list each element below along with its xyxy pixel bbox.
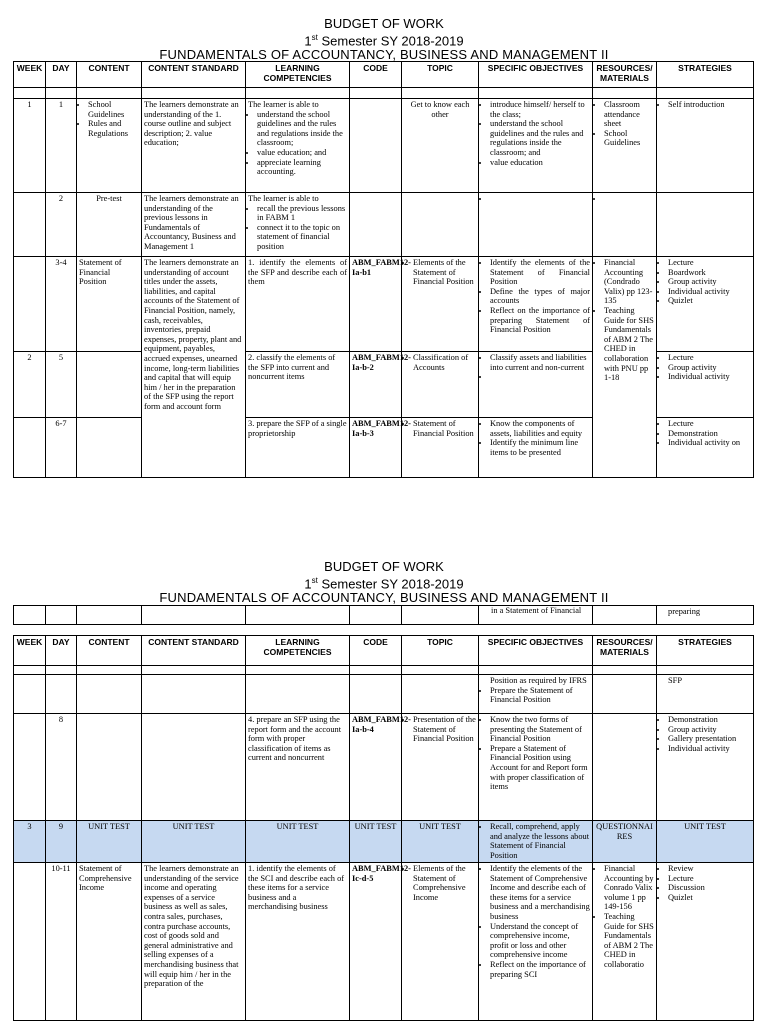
cell-content <box>77 418 142 478</box>
cell-competencies: 1. identify the elements of the SCI and describe each of these items for a service business and a merchandising business <box>246 863 350 1021</box>
carry-over-row <box>14 606 754 625</box>
cell-content: UNIT TEST <box>77 821 142 863</box>
cell-code: ABM_FABM12-Ia-b-3 <box>350 418 402 478</box>
cell-code <box>350 193 402 257</box>
cell-resources: QUESTIONNAIRES <box>593 821 657 863</box>
cell-objectives <box>479 193 593 257</box>
cell-day: 1 <box>46 99 77 193</box>
cell-week: 3 <box>14 821 46 863</box>
cell-objectives: • Classify assets and liabilities into current and non-current • <box>479 352 593 418</box>
cell-code <box>350 99 402 193</box>
col-resources: RESOURCES/ MATERIALS <box>593 636 657 666</box>
cell-day: 9 <box>46 821 77 863</box>
cell-code: ABM_FABM12-Ia-b1 <box>350 257 402 352</box>
cell-resources <box>593 714 657 821</box>
table-header-row <box>14 636 754 666</box>
budget-table-page-2 <box>13 635 754 1021</box>
cell-objectives: • introduce himself/ herself to the class; • understand the school guidelines and the rules and regulations inside the classroom; and • value education <box>479 99 593 193</box>
col-strategies: STRATEGIES <box>657 62 754 88</box>
budget-table-page-1 <box>13 61 754 478</box>
table-row <box>14 193 754 257</box>
cell-week: 1 <box>14 99 46 193</box>
cell-objectives: • Identify the elements of the Statement of Comprehensive Income and describe each of these items for a service business and a merchandising business • Understand the concept of comprehensive income, profit or loss and other comprehensive income • Reflect on the importance of preparing SCI <box>479 863 593 1021</box>
cell-week <box>14 193 46 257</box>
cell-competencies: UNIT TEST <box>246 821 350 863</box>
cell-strategies: UNIT TEST <box>657 821 754 863</box>
page-header <box>0 17 768 62</box>
cell-standard: The learners demonstrate an understanding of the 1. course outline and subject description; 2. value education; <box>142 99 246 193</box>
cell-content <box>77 714 142 821</box>
cell-week: 2 <box>14 352 46 418</box>
cell-topic: • Statement of Financial Position <box>402 418 479 478</box>
cell-week <box>14 714 46 821</box>
cell-strategies: • Lecture • Boardwork • Group activity • Individual activity • Quizlet <box>657 257 754 352</box>
table-row <box>14 675 754 714</box>
cell-resources: • Financial Accounting (Condrado Valix) pp 123-135 • Teaching Guide for SHS Fundamentals of ABM 2 The CHED in collaboration with PNU pp 1-18 <box>593 257 657 478</box>
cell-standard: The learners demonstrate an understanding of the service income and operating expenses of a service business as well as sales, contra sales, purchases, contra purchase accounts, cost of goods sold and general administrative and selling expenses of a merchandising business that will equip him / her in the preparation of the <box>142 863 246 1021</box>
cell-content: Statement of Financial Position <box>77 257 142 352</box>
page-header <box>0 560 768 605</box>
cell-day: 5 <box>46 352 77 418</box>
cell-competencies: 4. prepare an SFP using the report form and the account form with proper classification of items as current and noncurrent <box>246 714 350 821</box>
col-content-standard: CONTENT STANDARD <box>142 636 246 666</box>
header-semester: 1st Semester SY 2018-2019 <box>304 576 464 592</box>
cell-competencies: The learner is able to • recall the previous lessons in FABM 1 • connect it to the topic on statement of financial position <box>246 193 350 257</box>
cell-strategies: preparing <box>657 606 754 625</box>
page-1 <box>0 17 768 62</box>
table-row <box>14 714 754 821</box>
cell-day: 8 <box>46 714 77 821</box>
cell-objectives: • Know the two forms of presenting the Statement of Financial Position • Prepare a Statement of Financial Position using Account for and Report form with proper classification of items <box>479 714 593 821</box>
col-specific-objectives: SPECIFIC OBJECTIVES <box>479 636 593 666</box>
col-week: WEEK <box>14 62 46 88</box>
col-topic: TOPIC <box>402 62 479 88</box>
cell-objectives: Position as required by IFRS • Prepare the Statement of Financial Position <box>479 675 593 714</box>
table-header-row <box>14 62 754 88</box>
cell-code: ABM_FABM12-Ia-b-4 <box>350 714 402 821</box>
col-learning-competencies: LEARNING COMPETENCIES <box>246 636 350 666</box>
col-content-standard: CONTENT STANDARD <box>142 62 246 88</box>
cell-strategies: • Demonstration • Group activity • Gallery presentation • Individual activity <box>657 714 754 821</box>
cell-objectives: • Identify the elements of the Statement of Financial Position • Define the types of major accounts • Reflect on the importance of preparing Statement of Financial Position <box>479 257 593 352</box>
cell-objectives: • Know the components of assets, liabilities and equity • Identify the minimum line items to be presented <box>479 418 593 478</box>
cell-code: UNIT TEST <box>350 821 402 863</box>
cell-resources: • Classroom attendance sheet • School Guidelines <box>593 99 657 193</box>
page-2 <box>0 560 768 605</box>
spacer-row <box>14 88 754 99</box>
cell-objectives: • Recall, comprehend, apply and analyze the lessons about Statement of Financial Position <box>479 821 593 863</box>
cell-content: Pre-test <box>77 193 142 257</box>
col-strategies: STRATEGIES <box>657 636 754 666</box>
col-code: CODE <box>350 62 402 88</box>
header-title: BUDGET OF WORK <box>324 559 444 574</box>
cell-topic: • Elements of the Statement of Financial Position <box>402 257 479 352</box>
cell-objectives: in a Statement of Financial <box>479 606 593 625</box>
header-subject: FUNDAMENTALS OF ACCOUNTANCY, BUSINESS AND MANAGEMENT II <box>159 590 609 606</box>
header-title: BUDGET OF WORK <box>324 16 444 31</box>
cell-resources: • Financial Accounting by Conrado Valix volume 1 pp 149-156 • Teaching Guide for SHS Fundamentals of ABM 2 The CHED in collaboratio <box>593 863 657 1021</box>
cell-day: 3-4 <box>46 257 77 352</box>
cell-topic: Get to know each other <box>402 99 479 193</box>
col-code: CODE <box>350 636 402 666</box>
col-content: CONTENT <box>77 636 142 666</box>
cell-content: • School Guidelines • Rules and Regulations <box>77 99 142 193</box>
table-row <box>14 863 754 1021</box>
cell-standard: UNIT TEST <box>142 821 246 863</box>
cell-strategies: • Self introduction <box>657 99 754 193</box>
cell-topic: • Classification of Accounts <box>402 352 479 418</box>
cell-code: ABM_FABM12-Ia-b-2 <box>350 352 402 418</box>
col-day: DAY <box>46 636 77 666</box>
cell-content <box>77 352 142 418</box>
cell-day: 6-7 <box>46 418 77 478</box>
cell-competencies: 1. identify the elements of the SFP and describe each of them <box>246 257 350 352</box>
table-row <box>14 99 754 193</box>
cell-resources <box>593 193 657 257</box>
header-semester: 1st Semester SY 2018-2019 <box>304 33 464 49</box>
col-learning-competencies: LEARNING COMPETENCIES <box>246 62 350 88</box>
spacer-row <box>14 666 754 675</box>
cell-standard: The learners demonstrate an understanding of account titles under the assets, liabilities, and capital accounts of the Statement of Financial Position, namely, cash, receivables, inventories, prepaid expenses, property, plant and equipment, payables, accrued expenses, unearned income, long-term liabilities and capital that will equip him / her in the preparation of the SFP using the report form and account form <box>142 257 246 478</box>
cell-week <box>14 418 46 478</box>
cell-content: Statement of Comprehensive Income <box>77 863 142 1021</box>
header-subject: FUNDAMENTALS OF ACCOUNTANCY, BUSINESS AND MANAGEMENT II <box>159 47 609 63</box>
col-specific-objectives: SPECIFIC OBJECTIVES <box>479 62 593 88</box>
cell-topic: • Elements of the Statement of Comprehensive Income <box>402 863 479 1021</box>
table-row <box>14 257 754 352</box>
cell-competencies: 3. prepare the SFP of a single proprietorship <box>246 418 350 478</box>
cell-week <box>14 863 46 1021</box>
col-resources: RESOURCES/ MATERIALS <box>593 62 657 88</box>
cell-week <box>14 257 46 352</box>
cell-topic: UNIT TEST <box>402 821 479 863</box>
unit-test-row <box>14 821 754 863</box>
cell-strategies: • Lecture • Demonstration • Individual activity on <box>657 418 754 478</box>
cell-standard: The learners demonstrate an understanding of the previous lessons in Fundamentals of Accountancy, Business and Management 1 <box>142 193 246 257</box>
cell-competencies: The learner is able to • understand the school guidelines and the rules and regulations inside the classroom; • value education; and • appreciate learning accounting. <box>246 99 350 193</box>
cell-strategies: • Review • Lecture • Discussion • Quizlet <box>657 863 754 1021</box>
cell-strategies <box>657 193 754 257</box>
cell-competencies: 2. classify the elements of the SFP into current and noncurrent items <box>246 352 350 418</box>
cell-topic: • Presentation of the Statement of Financial Position <box>402 714 479 821</box>
cell-code: ABM_FABM12-Ic-d-5 <box>350 863 402 1021</box>
col-day: DAY <box>46 62 77 88</box>
cell-strategies: SFP <box>657 675 754 714</box>
cell-strategies: • Lecture • Group activity • Individual activity <box>657 352 754 418</box>
col-topic: TOPIC <box>402 636 479 666</box>
cell-topic <box>402 193 479 257</box>
budget-table-page-2-carry <box>13 605 754 625</box>
cell-standard <box>142 714 246 821</box>
col-content: CONTENT <box>77 62 142 88</box>
col-week: WEEK <box>14 636 46 666</box>
cell-day: 2 <box>46 193 77 257</box>
cell-day: 10-11 <box>46 863 77 1021</box>
